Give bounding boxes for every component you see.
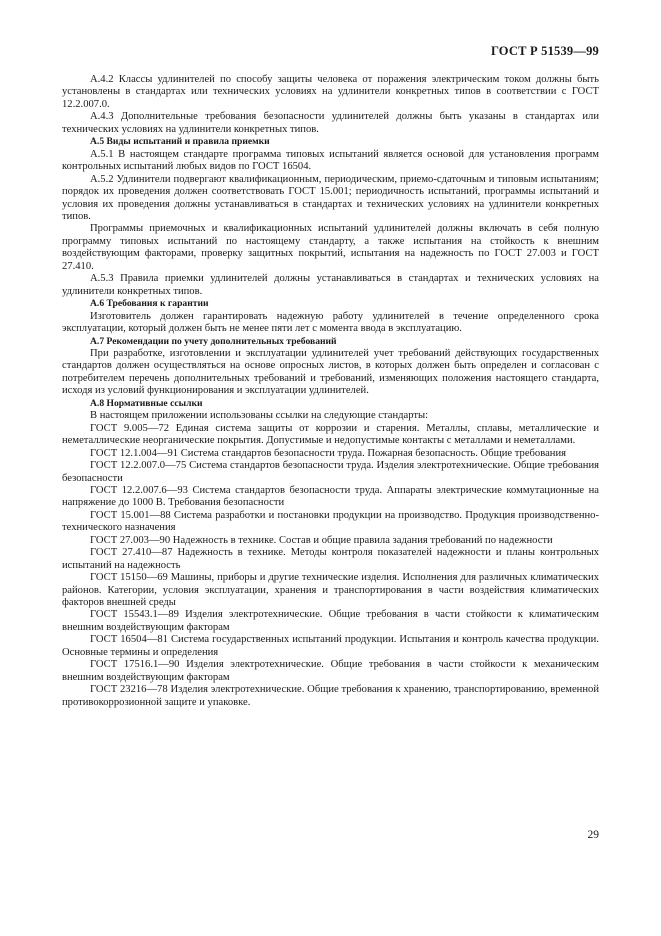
section-heading: А.5 Виды испытаний и правила приемки (90, 136, 270, 148)
paragraph: В настоящем приложении использованы ссылки на следующие стандарты: (90, 410, 429, 422)
paragraph: При разработке, изготовлении и эксплуатации удлинителей учет требований действующих государственных стандартов должен осуществляться на основе опросных листов, в которых должен быть определен и согласован с потребителем перечень дополнительных требований и требований, изменяющих положения настоящего стандарта, исходя из условий функционирования и эксплуатации удлинителей. (62, 347, 599, 397)
paragraph: ГОСТ 16504—81 Система государственных испытаний продукции. Испытания и контроль качества продукции. Основные термины и определения (62, 634, 599, 658)
standard-header: ГОСТ Р 51539—99 (490, 44, 599, 58)
document-body (62, 74, 599, 709)
section-heading: А.6 Требования к гарантии (90, 298, 209, 310)
paragraph: ГОСТ 12.1.004—91 Система стандартов безопасности труда. Пожарная безопасность. Общие требования (90, 447, 566, 459)
paragraph: А.5.1 В настоящем стандарте программа типовых испытаний является основой для установления программ контрольных испытаний любых видов по ГОСТ 16504. (62, 148, 599, 173)
page-number: 29 (587, 829, 599, 841)
paragraph: ГОСТ 15543.1—89 Изделия электротехнические. Общие требования в части стойкости к климатическим внешним воздействующим факторам (62, 609, 599, 633)
paragraph: ГОСТ 15150—69 Машины, приборы и другие технические изделия. Исполнения для различных климатических районов. Категории, условия эксплуатации, хранения и транспортирования в части воздействия климатических факторов внешней среды (62, 572, 599, 609)
section-heading: А.7 Рекомендации по учету дополнительных требований (90, 335, 337, 347)
paragraph: ГОСТ 9.005—72 Единая система защиты от коррозии и старения. Металлы, сплавы, металлические и неметаллические неорганические покрытия. Допустимые и недопустимые контакты с металлами и неметаллами. (62, 422, 599, 447)
paragraph: ГОСТ 27.003—90 Надежность в технике. Состав и общие правила задания требований по надежности (90, 534, 553, 546)
paragraph: ГОСТ 17516.1—90 Изделия электротехнические. Общие требования в части стойкости к механическим внешним воздействующим факторам (62, 659, 599, 683)
paragraph: ГОСТ 15.001—88 Система разработки и постановки продукции на производство. Продукция производственно-технического назначения (62, 509, 599, 534)
section-heading: А.8 Нормативные ссылки (90, 397, 203, 409)
paragraph: ГОСТ 12.2.007.6—93 Система стандартов безопасности труда. Аппараты электрические коммутационные на напряжение до 1000 В. Требования безопасности (62, 484, 599, 509)
paragraph: ГОСТ 12.2.007.0—75 Система стандартов безопасности труда. Изделия электротехнические. Общие требования безопасности (62, 460, 599, 484)
paragraph: А.5.2 Удлинители подвергают квалификационным, периодическим, приемо-сдаточным и типовым испытаниям; порядок их проведения должен соответствовать ГОСТ 15.001; периодичность испытаний, программы испытаний и условия их проведения должны устанавливаться в стандартах и технических условиях на удлинители конкретных типов. (62, 173, 599, 222)
paragraph: Изготовитель должен гарантировать надежную работу удлинителей в течение определенного срока эксплуатации, который должен быть не менее пяти лет с момента ввода в эксплуатацию. (62, 310, 599, 335)
paragraph: ГОСТ 23216—78 Изделия электротехнические. Общие требования к хранению, транспортированию, временной противокоррозионной защите и упаковке. (62, 684, 599, 708)
paragraph: Программы приемочных и квалификационных испытаний удлинителей должны включать в себя полную программу типовых испытаний по настоящему стандарту, а также испытания на стойкость к внешним воздействующим факторами, проверку защитных покрытий, испытания на надежность по ГОСТ 27.003 и ГОСТ 27.410. (62, 223, 599, 272)
paragraph: А.4.2 Классы удлинителей по способу защиты человека от поражения электрическим током должны быть установлены в стандартах или технических условиях на удлинители конкретных типов в соответствии с ГОСТ 12.2.007.0. (62, 74, 599, 110)
paragraph: А.5.3 Правила приемки удлинителей должны устанавливаться в стандартах и технических условиях на удлинители конкретных типов. (62, 273, 599, 297)
paragraph: ГОСТ 27.410—87 Надежность в технике. Методы контроля показателей надежности и планы контрольных испытаний на надежность (62, 547, 599, 571)
paragraph: А.4.3 Дополнительные требования безопасности удлинителей должны быть указаны в стандартах или технических условиях на удлинители конкретных типов. (62, 111, 599, 135)
